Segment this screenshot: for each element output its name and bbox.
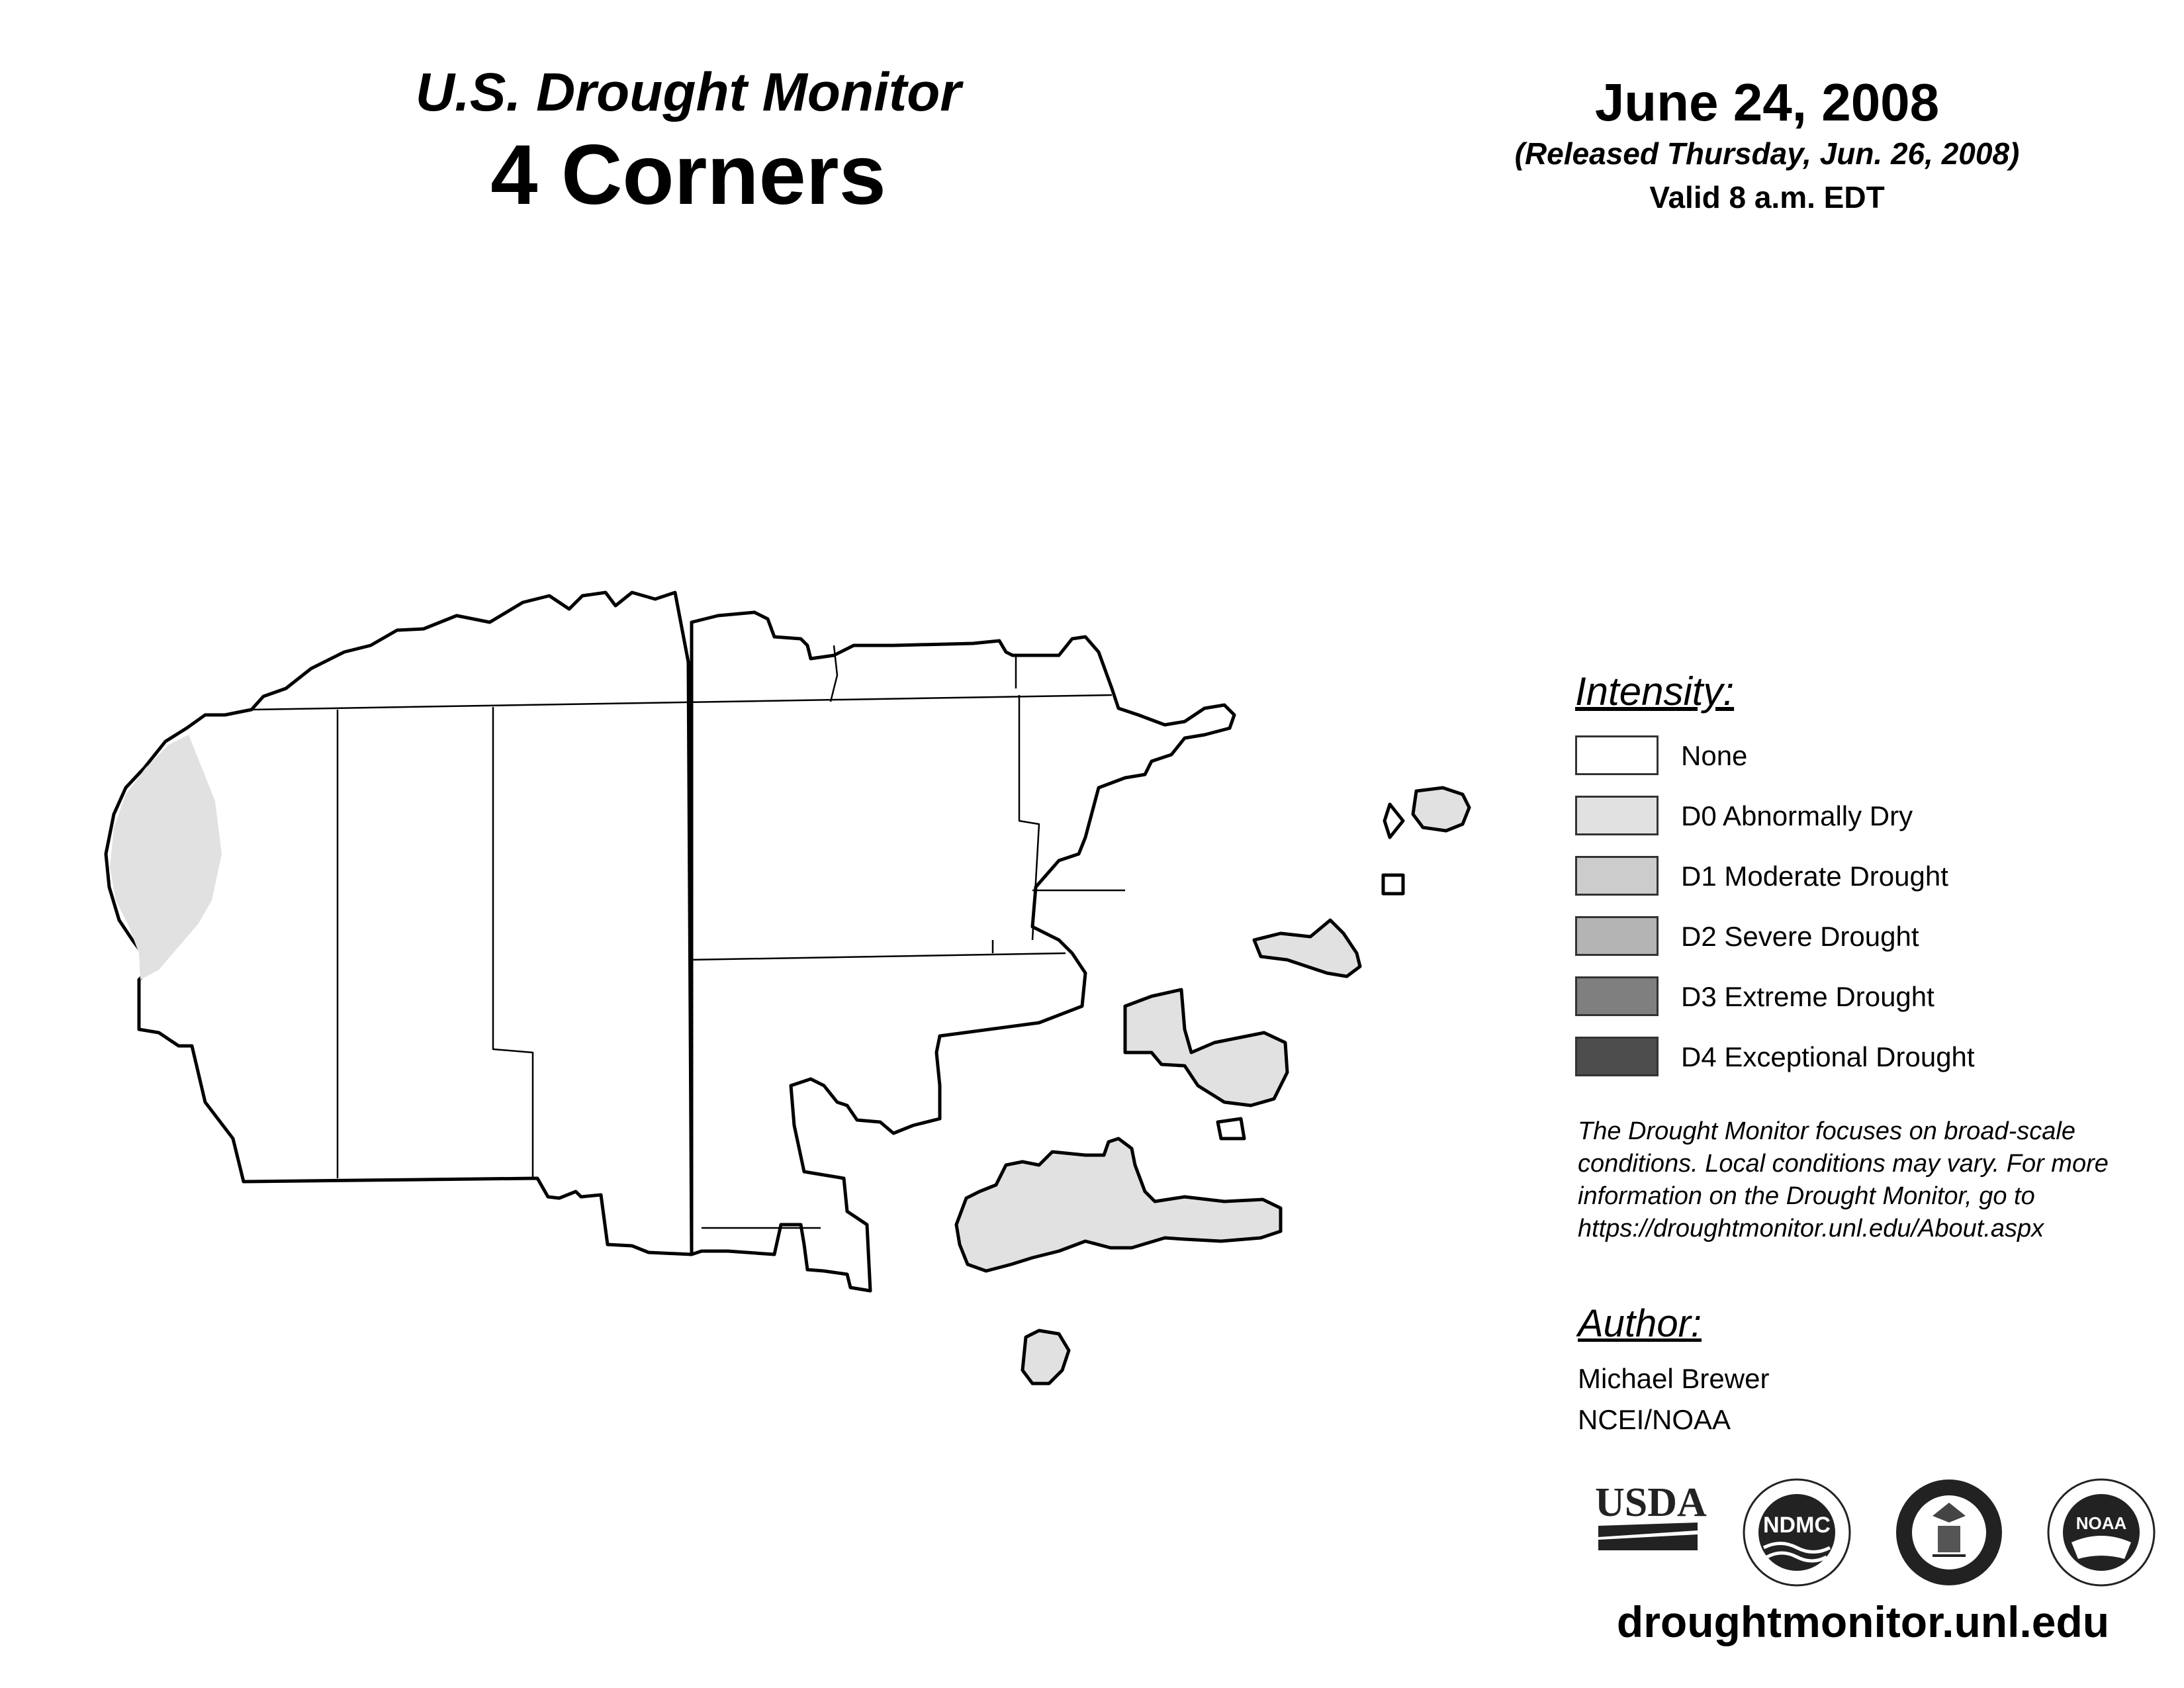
legend-item-d0 bbox=[1575, 790, 2171, 851]
legend-item-d3 bbox=[1575, 971, 2171, 1031]
drought-monitor-note: The Drought Monitor focuses on broad-scale conditions. Local conditions may vary. For more information on the Drought Monitor, go to https://droughtmonitor.unl.edu/About.aspx bbox=[1578, 1117, 2109, 1243]
noaa-logo-text: NOAA bbox=[2075, 1513, 2127, 1533]
legend-swatch bbox=[1575, 1037, 1659, 1076]
legend-label: None bbox=[1681, 740, 1748, 771]
legend-label: D4 Exceptional Drought bbox=[1681, 1041, 1975, 1072]
drought-area-d0-cluster bbox=[1254, 920, 1360, 976]
drought-area-d0-northeast bbox=[1413, 788, 1469, 831]
map-island-triangle bbox=[1385, 804, 1403, 837]
author-name: Michael Brewer bbox=[1578, 1363, 1770, 1394]
partner-logos bbox=[1588, 1476, 2171, 1589]
map-region-central bbox=[692, 612, 1234, 1291]
usda-logo-text: USDA bbox=[1595, 1480, 1707, 1525]
legend-swatch bbox=[1575, 796, 1659, 835]
commerce-seal bbox=[1893, 1476, 2005, 1589]
legend-swatch bbox=[1575, 916, 1659, 956]
author-org: NCEI/NOAA bbox=[1578, 1404, 1731, 1435]
legend-heading: Intensity: bbox=[1575, 669, 1735, 714]
legend-label: D0 Abnormally Dry bbox=[1681, 800, 1913, 831]
legend-label: D1 Moderate Drought bbox=[1681, 861, 1948, 892]
map-island-small bbox=[1218, 1119, 1244, 1139]
map-date: June 24, 2008 bbox=[1594, 73, 1940, 132]
ndmc-logo bbox=[1741, 1476, 1853, 1589]
legend-swatch bbox=[1575, 856, 1659, 896]
legend-swatch bbox=[1575, 976, 1659, 1016]
ndmc-logo-text: NDMC bbox=[1763, 1513, 1831, 1538]
map-island-square bbox=[1383, 875, 1403, 894]
legend-label: D3 Extreme Drought bbox=[1681, 981, 1934, 1012]
intensity-legend bbox=[1575, 665, 2171, 1092]
website-url[interactable]: droughtmonitor.unl.edu bbox=[1616, 1597, 2110, 1646]
map-title: U.S. Drought Monitor bbox=[415, 62, 962, 122]
legend-item-none bbox=[1575, 730, 2171, 790]
region-name: 4 Corners bbox=[490, 128, 886, 222]
drought-area-d0-south bbox=[1023, 1331, 1069, 1383]
author-heading: Author: bbox=[1578, 1302, 1702, 1345]
legend-swatch bbox=[1575, 735, 1659, 775]
drought-area-d0-central bbox=[1125, 990, 1287, 1105]
valid-time: Valid 8 a.m. EDT bbox=[1649, 180, 1885, 214]
legend-item-d4 bbox=[1575, 1031, 2171, 1092]
legend-label: D2 Severe Drought bbox=[1681, 921, 1919, 952]
release-date: (Released Thursday, Jun. 26, 2008) bbox=[1514, 136, 2020, 171]
noaa-logo bbox=[2045, 1476, 2158, 1589]
drought-area-d0-east bbox=[956, 1139, 1281, 1271]
legend-item-d2 bbox=[1575, 911, 2171, 971]
legend-item-d1 bbox=[1575, 851, 2171, 911]
usda-logo bbox=[1588, 1476, 1707, 1556]
